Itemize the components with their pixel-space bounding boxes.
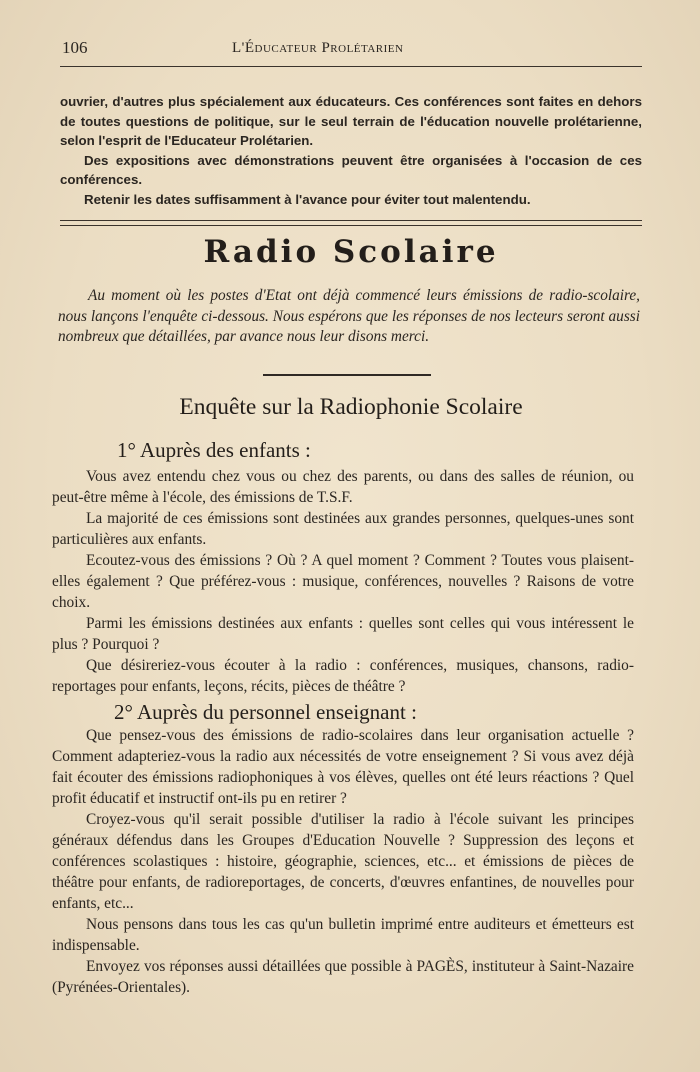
body-paragraph: Que pensez-vous des émissions de radio-scolaires dans leur organisation actuelle ? Comment adapteriez-vous la radio aux nécessités de votre enseignement ? Si vous avez déjà fait écouter des émissions radiophoniques à vos élèves, quelles ont été leurs réactions ? Quel profit éducatif et instructif ont-ils pu en retirer ? xyxy=(52,727,634,807)
intro-paragraph: Des expositions avec démonstrations peuvent être organisées à l'occasion de ces conférences. xyxy=(60,152,642,187)
section-heading-children: 1° Auprès des enfants : xyxy=(117,438,311,462)
lead-paragraph: Au moment où les postes d'Etat ont déjà commencé leurs émissions de radio-scolaire, nous lançons l'enquête ci-dessous. Nous espérons que les réponses de nos lecteurs seront aussi nombreux que détaillées, par avance nous leur disons merci. xyxy=(58,287,640,345)
body-paragraph: Ecoutez-vous des émissions ? Où ? A quel moment ? Comment ? Toutes vous plaisent-elles également ? Que préférez-vous : musique, conférences, nouvelles ? Raisons de votre choix. xyxy=(52,552,634,611)
section-body-children xyxy=(52,466,634,697)
page-header xyxy=(60,36,642,67)
body-paragraph: La majorité de ces émissions sont destinées aux grandes personnes, quelques-unes sont particulières aux enfants. xyxy=(52,510,634,548)
article-title: Radio Scolaire xyxy=(203,234,499,270)
section-body-teachers xyxy=(52,725,634,998)
short-divider xyxy=(263,374,431,376)
body-paragraph: Nous pensons dans tous les cas qu'un bulletin imprimé entre auditeurs et émetteurs est indispensable. xyxy=(52,916,634,954)
intro-paragraph: Retenir les dates suffisamment à l'avance pour éviter tout malentendu. xyxy=(84,191,531,207)
enquete-title: Enquête sur la Radiophonie Scolaire xyxy=(179,394,523,420)
body-paragraph: Vous avez entendu chez vous ou chez des parents, ou dans des salles de réunion, ou peut-être même à l'école, des émissions de T.S.F. xyxy=(52,468,634,506)
intro-text xyxy=(60,92,642,209)
double-divider xyxy=(60,220,642,226)
body-paragraph: Que désireriez-vous écouter à la radio : conférences, musiques, chansons, radio-reportages pour enfants, leçons, récits, pièces de théâtre ? xyxy=(52,657,634,695)
running-title: L'Éducateur Prolétarien xyxy=(232,40,404,56)
page-number: 106 xyxy=(62,38,88,57)
intro-paragraph: ouvrier, d'autres plus spécialement aux éducateurs. Ces conférences sont faites en dehors de toutes questions de politique, sur le seul terrain de l'éducation nouvelle prolétarienne, selon l'esprit de l'Educateur Prolétarien. xyxy=(60,94,642,148)
article-lead xyxy=(58,286,640,348)
section-heading-teachers: 2° Auprès du personnel enseignant : xyxy=(114,700,417,724)
body-paragraph: Croyez-vous qu'il serait possible d'utiliser la radio à l'école suivant les principes généraux défendus dans les Groupes d'Education Nouvelle ? Suppression des leçons et conférences scolastiques : histoire, géographie, sciences, etc... et émissions de pièces de théâtre pour enfants, de radioreportages, de concerts, d'œuvres enfantines, de nouvelles pour enfants, etc... xyxy=(52,811,634,912)
body-paragraph: Parmi les émissions destinées aux enfants : quelles sont celles qui vous intéressent le plus ? Pourquoi ? xyxy=(52,615,634,653)
body-paragraph: Envoyez vos réponses aussi détaillées que possible à PAGÈS, instituteur à Saint-Nazaire (Pyrénées-Orientales). xyxy=(52,958,634,996)
